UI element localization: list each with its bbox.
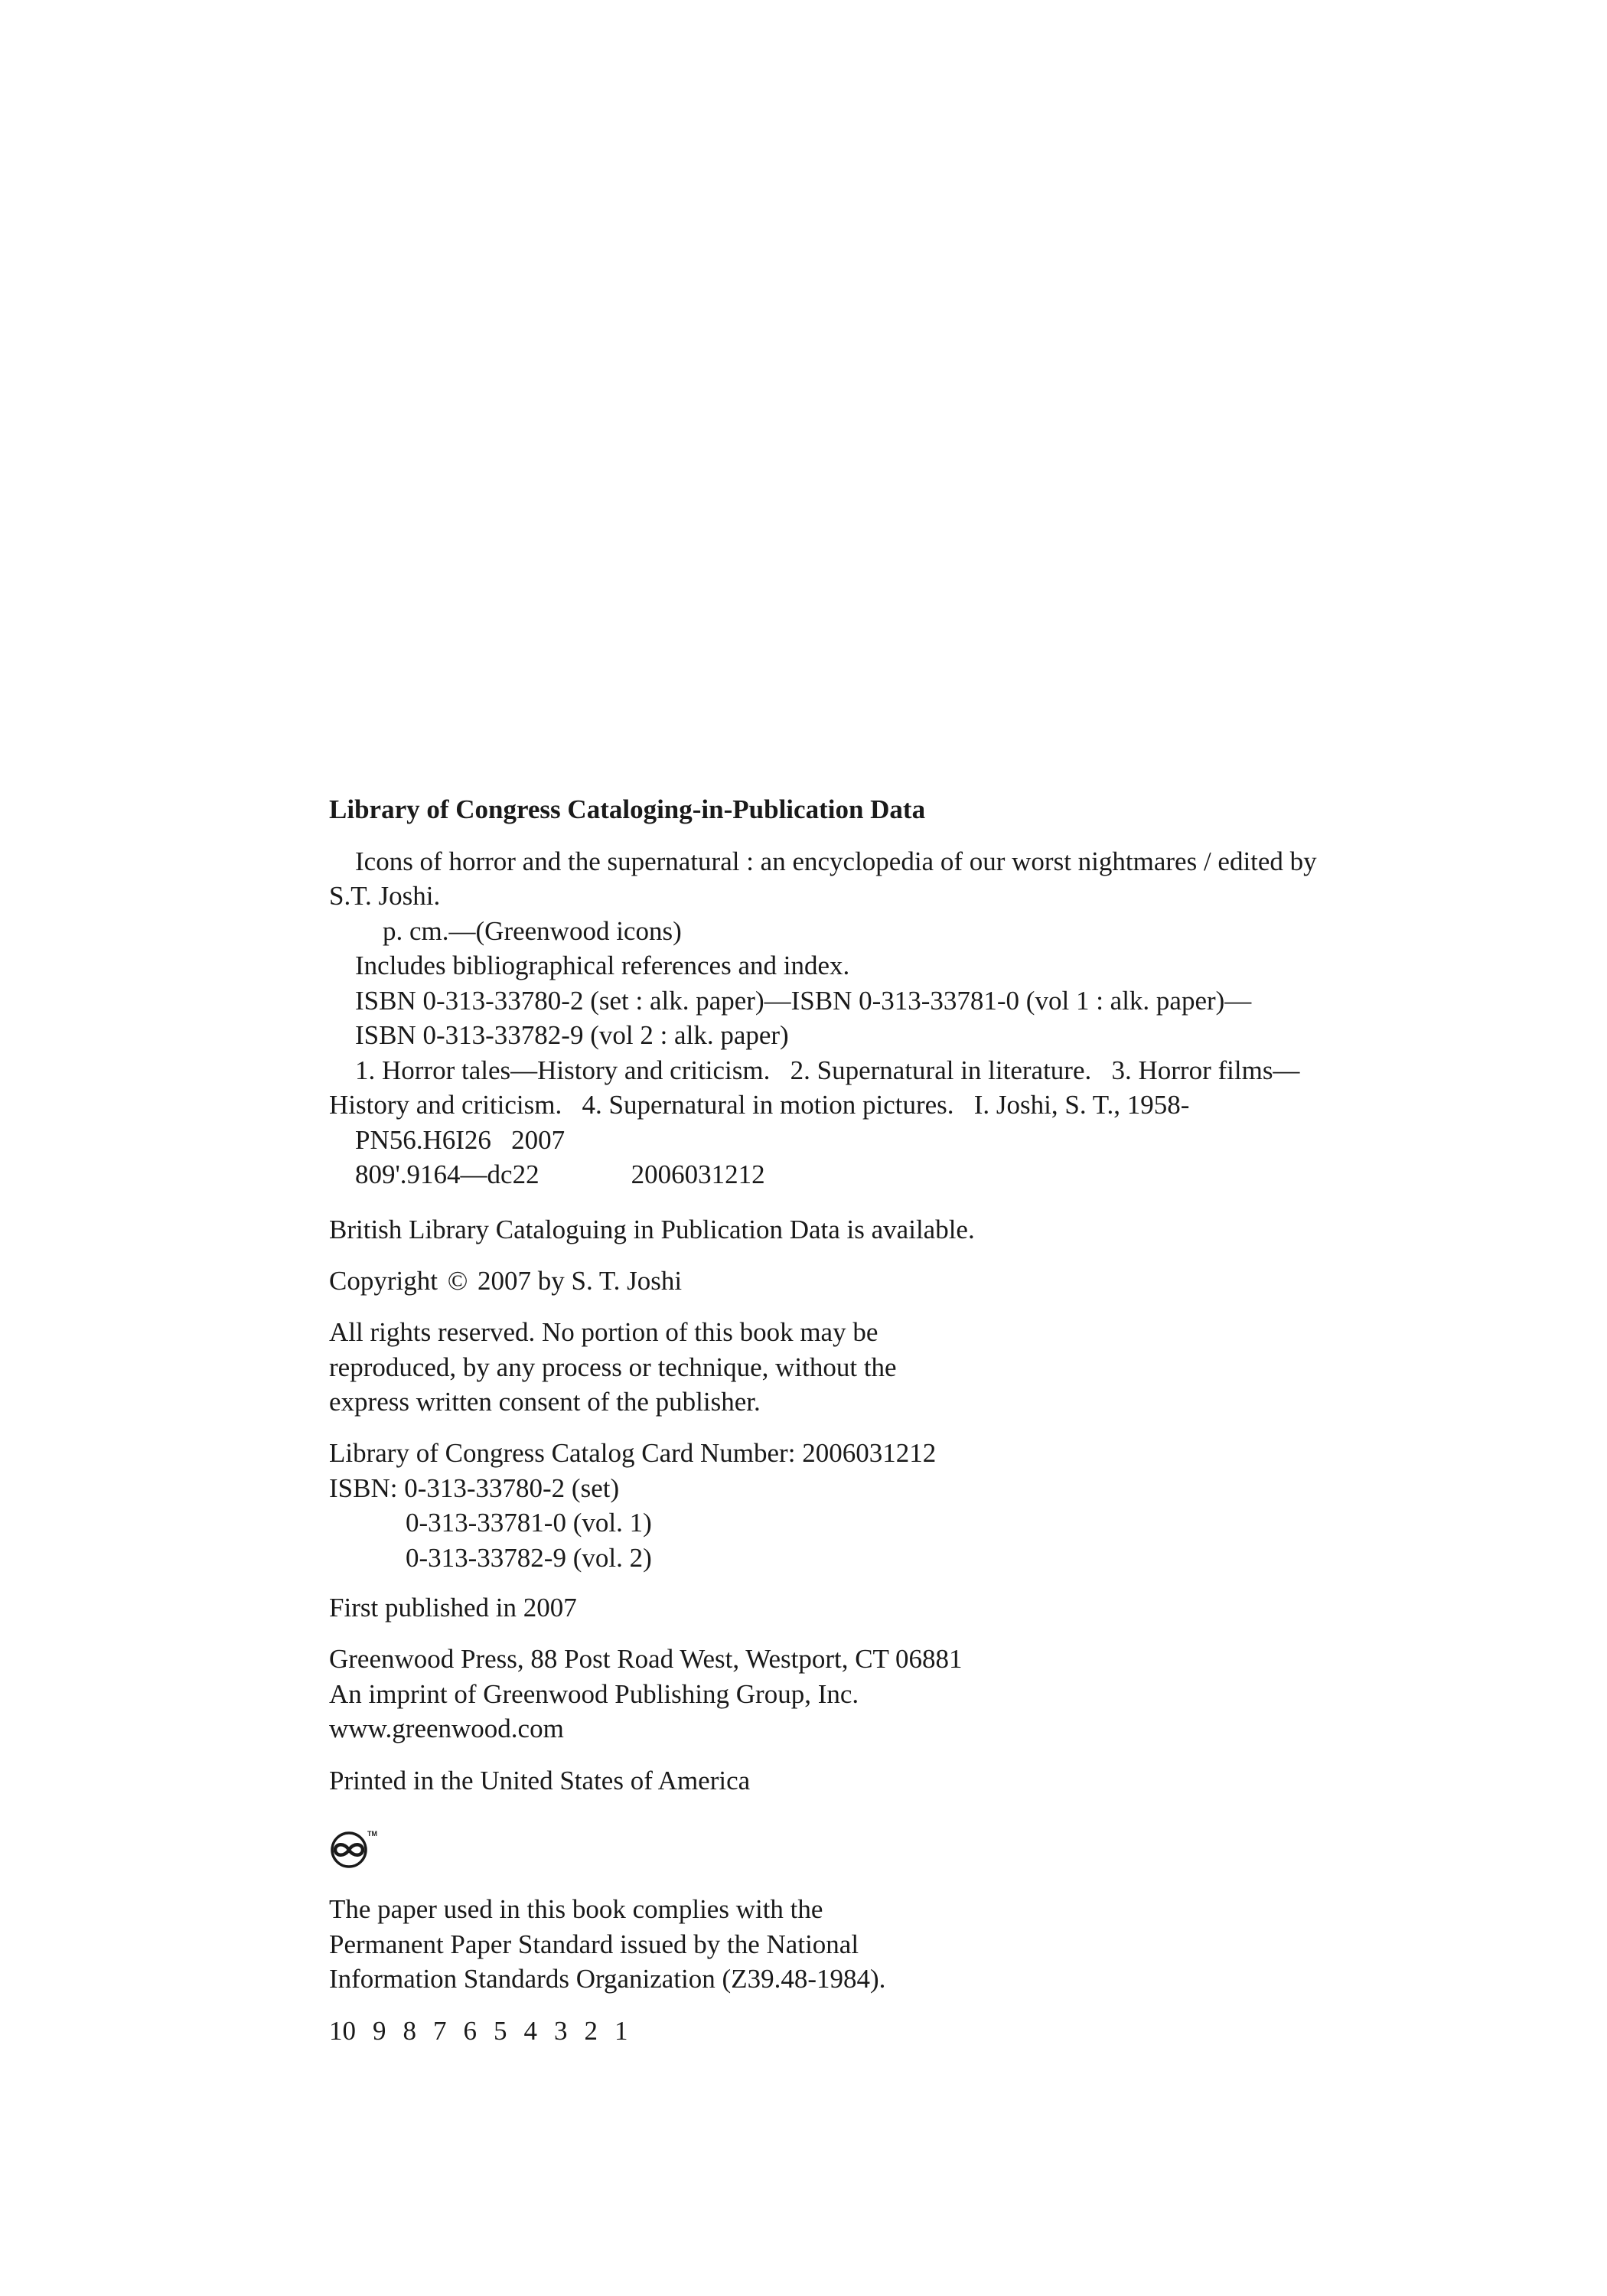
copyright-prefix: Copyright [329,1266,438,1296]
publisher-block [329,1642,1477,1746]
publisher-url: www.greenwood.com [329,1714,564,1743]
cip-dewey: 809'.9164—dc22 [355,1159,539,1189]
paper-note-line-1: The paper used in this book complies with the [329,1894,823,1924]
printing-number: 7 [433,2016,447,2046]
infinity-circle-icon [329,1825,383,1871]
paper-note-block [329,1892,1477,1997]
first-published [329,1590,1477,1626]
british-library-text: British Library Cataloguing in Publication Data is available. [329,1215,975,1244]
copyright-symbol: © [447,1266,468,1296]
cip-subjects-line-1: 1. Horror tales—History and criticism. 2. Supernatural in literature. 3. Horror films— [355,1055,1300,1085]
rights-block [329,1315,1477,1420]
printing-number: 9 [373,2016,386,2046]
cip-title-line-2: S.T. Joshi. [329,881,441,911]
catalog-isbn-vol-1: 0-313-33781-0 (vol. 1) [406,1508,652,1538]
copyright-line [329,1264,1477,1299]
cip-classification-row [329,1157,1477,1192]
printing-number: 1 [614,2016,628,2046]
trademark-mark: TM [367,1830,377,1838]
british-library-note [329,1212,1477,1247]
printing-line [329,2014,1477,2049]
rights-line-2: reproduced, by any process or technique, without the [329,1352,897,1382]
catalog-isbn-set: ISBN: 0-313-33780-2 (set) [329,1473,620,1503]
catalog-card-number: Library of Congress Catalog Card Number: 2006031212 [329,1438,937,1468]
paper-note-line-2: Permanent Paper Standard issued by the National [329,1929,859,1959]
printing-number: 6 [463,2016,477,2046]
catalog-block [329,1436,1477,1575]
printing-number: 3 [554,2016,568,2046]
publisher-line-2: An imprint of Greenwood Publishing Group, Inc. [329,1678,859,1709]
cip-lccn: 2006031212 [631,1159,765,1189]
cip-block [329,792,1477,1192]
printed-in [329,1763,1477,1799]
paper-note-line-3: Information Standards Organization (Z39.48-1984). [329,1964,886,1994]
printed-in-text: Printed in the United States of America [329,1766,751,1795]
cip-isbn-line-2: ISBN 0-313-33782-9 (vol 2 : alk. paper) [355,1020,789,1050]
cip-title-line-1: Icons of horror and the supernatural : an encyclopedia of our worst nightmares / edited by [355,846,1317,876]
rights-line-3: express written consent of the publisher. [329,1387,761,1417]
cip-note: Includes bibliographical references and index. [355,951,850,980]
printing-number: 2 [584,2016,598,2046]
publisher-line-1: Greenwood Press, 88 Post Road West, Westport, CT 06881 [329,1644,963,1674]
printing-number: 5 [494,2016,507,2046]
cip-heading: Library of Congress Cataloging-in-Publication Data [329,794,926,824]
cip-call-number: PN56.H6I26 2007 [355,1124,566,1155]
catalog-isbn-vol-2: 0-313-33782-9 (vol. 2) [406,1542,652,1573]
cip-isbn-line-1: ISBN 0-313-33780-2 (set : alk. paper)—ISBN 0-313-33781-0 (vol 1 : alk. paper)— [355,985,1252,1016]
cip-physical: p. cm.—(Greenwood icons) [383,915,682,946]
cip-subjects-line-2: History and criticism. 4. Supernatural in motion pictures. I. Joshi, S. T., 1958- [329,1090,1190,1120]
printing-number: 10 [329,2016,356,2046]
printing-number: 8 [403,2016,416,2046]
first-published-text: First published in 2007 [329,1593,577,1623]
rights-line-1: All rights reserved. No portion of this book may be [329,1317,878,1347]
copyright-suffix: 2007 by S. T. Joshi [478,1266,683,1296]
printing-number: 4 [523,2016,537,2046]
